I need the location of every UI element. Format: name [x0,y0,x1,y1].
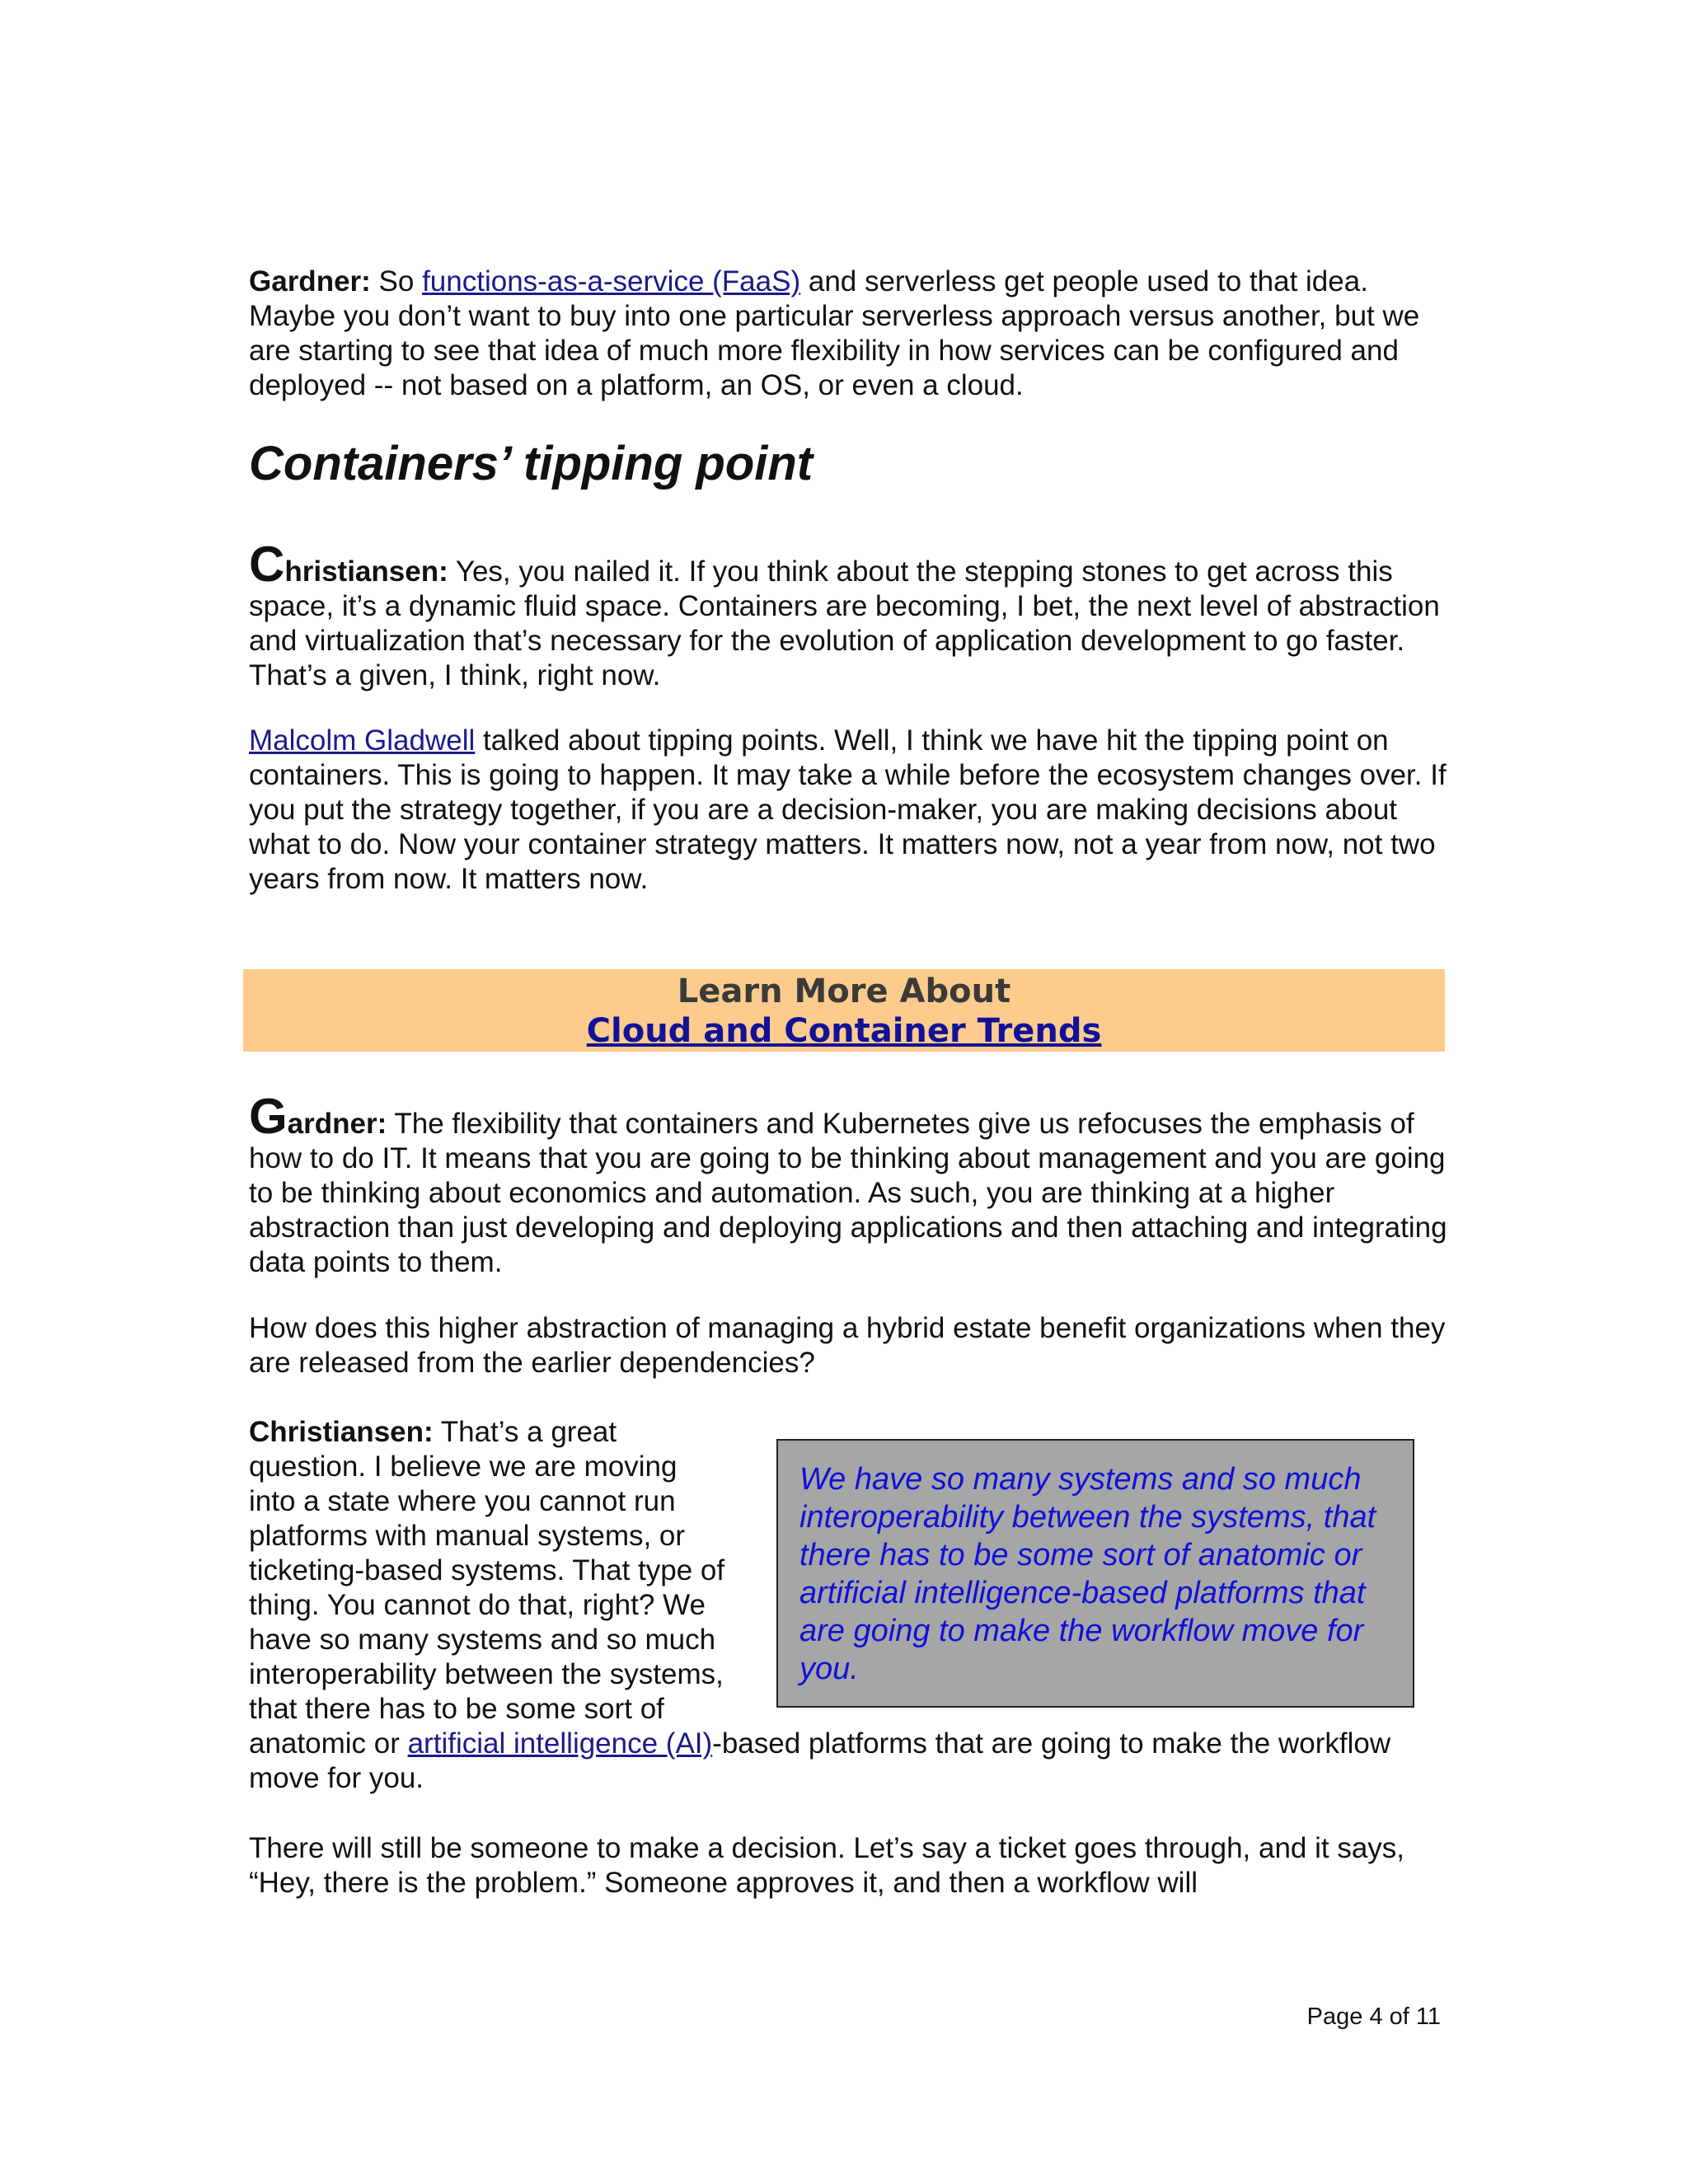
section-heading: Containers’ tipping point [249,437,814,490]
paragraph-text: talked about tipping points. Well, I think we have hit the tipping point on containers. This is going to happen. It may take a while before the ecosystem changes over. If you put the strategy together, if you are a decision-maker, you are making decisions about what to do. Now your container strategy matters. It matters now, not a year from now, not two years from now. It matters now. [249,724,1447,895]
paragraph-christiansen-1 [249,537,1452,693]
paragraph-text: and serverless get people used to that idea. Maybe you don’t want to buy into one particular serverless approach versus another, but we are starting to see that idea of much more flexibility in how services can be configured and deployed -- not based on a platform, an OS, or even a cloud. [249,265,1420,401]
text-line: thing. You cannot do that, right? We [249,1589,706,1621]
drop-cap: C [249,537,285,592]
text-line: ticketing-based systems. That type of [249,1554,725,1586]
artificial-intelligence-link[interactable]: artificial intelligence (AI) [407,1727,713,1760]
text-line: into a state where you cannot run [249,1485,676,1517]
paragraph-text: How does this higher abstraction of managing a hybrid estate benefit organizations when they are released from the earlier dependencies? [249,1312,1446,1379]
paragraph-text: anatomic or [249,1727,408,1760]
learn-more-banner [243,969,1445,1052]
paragraph-tipping-point [249,724,1452,897]
text-line: interoperability between the systems, [249,1658,724,1690]
speaker-label: hristiansen: [284,555,448,588]
page-number: Page 4 of 11 [1306,2004,1441,2030]
text-line: have so many systems and so much [249,1624,716,1656]
paragraph-gardner-faas [249,265,1452,403]
paragraph-text: So [370,265,423,298]
speaker-label: Gardner: [249,265,371,298]
paragraph-text: Yes, you nailed it. If you think about the stepping stones to get across this space, it’s a dynamic fluid space. Containers are becoming, I bet, the next level of abstraction and virtualization that’s necessary for the evolution of application development to go faster. That’s a given, I think, right now. [249,555,1440,691]
cloud-container-trends-link[interactable]: Cloud and Container Trends [586,1012,1102,1050]
text-line: that there has to be some sort of [249,1693,664,1725]
text-line: That’s a great [433,1416,617,1448]
speaker-label: ardner: [287,1108,387,1140]
paragraph-question [249,1311,1452,1380]
paragraph-decision [249,1831,1452,1900]
malcolm-gladwell-link[interactable]: Malcolm Gladwell [249,724,476,757]
learn-more-heading: Learn More About [677,972,1011,1010]
faas-link[interactable]: functions-as-a-service (FaaS) [422,265,801,298]
speaker-label: Christiansen: [249,1416,434,1448]
text-line: platforms with manual systems, or [249,1520,686,1552]
drop-cap: G [249,1089,288,1144]
paragraph-text: There will still be someone to make a decision. Let’s say a ticket goes through, and it says, “Hey, there is the problem.” Someone approves it, and then a workflow will [249,1832,1405,1899]
paragraph-gardner-flexibility [249,1089,1452,1280]
paragraph-text: The flexibility that containers and Kubernetes give us refocuses the emphasis of how to do IT. It means that you are going to be thinking about management and you are going to be thinking about economics and automation. As such, you are thinking at a higher abstraction than just developing and deploying applications and then attaching and integrating data points to them. [249,1108,1447,1278]
text-line: question. I believe we are moving [249,1451,678,1483]
pull-quote-text: We have so many systems and so much interoperability between the systems, that there has to be some sort of anatomic or artificial intelligence-based platforms that are going to make the workflow move for you. [799,1462,1376,1686]
paragraph-text: -based platforms that are going to make the workflow move for you. [249,1727,1391,1794]
pull-quote-box [776,1439,1414,1708]
